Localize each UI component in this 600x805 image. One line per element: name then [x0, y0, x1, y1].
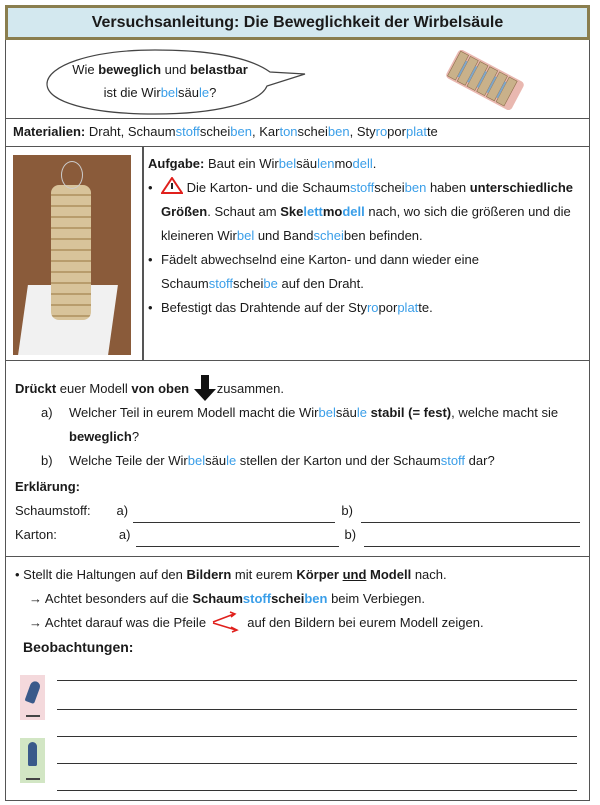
- text-segment: unterschiedliche Größen: [161, 180, 574, 219]
- text-segment: und: [161, 62, 190, 77]
- posture-instruction: [15, 563, 580, 587]
- text-segment: ben: [304, 591, 328, 606]
- spine-image: [440, 50, 530, 110]
- text-segment: bel: [236, 228, 255, 243]
- bubble-line-2: [60, 81, 260, 104]
- text-segment: len: [317, 156, 335, 171]
- text-segment: be: [263, 276, 278, 291]
- text-segment: nach.: [411, 567, 447, 582]
- text-segment: por: [378, 300, 398, 315]
- text-segment: ben: [230, 124, 252, 139]
- text-segment: ist die Wir: [103, 85, 161, 100]
- text-segment: stabil (= fest): [370, 405, 452, 420]
- text-segment: schei: [271, 591, 305, 606]
- observation-line[interactable]: [57, 790, 577, 791]
- text-segment: nach, wo sich die größeren und die kleineren Wir: [161, 204, 571, 243]
- text-segment: stoff: [208, 276, 234, 291]
- hint-arrows: [15, 611, 580, 635]
- text-segment: beim Verbiegen.: [327, 591, 426, 606]
- text-segment: Befestigt das Drahtende auf der Sty: [161, 300, 367, 315]
- observation-line[interactable]: [57, 709, 577, 710]
- text-segment: Die Karton- und die Schaum: [183, 180, 350, 195]
- text-segment: Modell: [370, 567, 412, 582]
- text-segment: zusammen.: [216, 381, 284, 396]
- text-segment: te: [426, 124, 438, 139]
- text-segment: ben befinden.: [343, 228, 423, 243]
- text-segment: stoff: [242, 591, 272, 606]
- explanation-heading: Erklärung:: [15, 479, 81, 494]
- task-text: [148, 152, 583, 320]
- text-segment: beweglich: [69, 429, 132, 444]
- text-segment: säu: [335, 405, 357, 420]
- text-segment: von oben: [131, 381, 190, 396]
- text-segment: schei: [199, 124, 231, 139]
- text-segment: → Achtet besonders auf die: [29, 591, 193, 606]
- text-segment: welche macht sie: [454, 405, 559, 420]
- text-segment: beweglich: [98, 62, 162, 77]
- text-segment: schei: [233, 276, 264, 291]
- red-arrows-icon: [210, 611, 244, 633]
- divider: [142, 146, 144, 360]
- bubble-question: [60, 58, 260, 104]
- text-segment: säu: [205, 453, 227, 468]
- text-segment: ben: [327, 124, 350, 139]
- answer-row-schaumstoff: Schaumstoff: a) b): [15, 499, 580, 523]
- text-segment: Fädelt abwechselnd eine Karton- und dann wieder eine Schaum: [161, 252, 479, 291]
- answer-field[interactable]: [133, 509, 335, 523]
- text-segment: Schaum: [192, 591, 243, 606]
- text-segment: und Band: [254, 228, 314, 243]
- observation-section: [5, 556, 590, 801]
- text-segment: dell: [352, 156, 373, 171]
- text-segment: Körper: [296, 567, 339, 582]
- observation-line[interactable]: [57, 680, 577, 681]
- task-bullet-2: [148, 248, 583, 296]
- text-segment: le: [226, 453, 237, 468]
- text-segment: belastbar: [189, 62, 248, 77]
- text-segment: auf den Bildern bei eurem Modell zeigen.: [243, 615, 484, 630]
- text-segment: por: [387, 124, 406, 139]
- text-segment: euer Modell: [56, 381, 132, 396]
- press-section: [5, 360, 590, 556]
- observations-heading: Beobachtungen:: [23, 639, 134, 655]
- task-bullet-1: [148, 176, 583, 248]
- observation-line[interactable]: [57, 736, 577, 737]
- text-segment: ,: [451, 405, 455, 420]
- text-segment: le: [356, 405, 367, 420]
- text-segment: säu: [296, 156, 318, 171]
- observation-line[interactable]: [57, 763, 577, 764]
- text-segment: le: [199, 85, 210, 100]
- text-segment: dar?: [465, 453, 495, 468]
- page-title: Versuchsanleitung: Die Beweglichkeit der Wirbelsäule: [5, 5, 590, 40]
- down-arrow-icon: [193, 375, 217, 401]
- text-segment: Baut ein Wir: [204, 156, 279, 171]
- text-segment: ben: [404, 180, 427, 195]
- text-segment: haben: [426, 180, 470, 195]
- text-segment: ?: [131, 429, 140, 444]
- text-segment: Wie: [72, 62, 99, 77]
- text-segment: bel: [160, 85, 179, 100]
- text-segment: stoff: [175, 124, 200, 139]
- text-segment: Bildern: [186, 567, 232, 582]
- text-segment: lett: [303, 204, 323, 219]
- text-segment: auf den Draht.: [277, 276, 364, 291]
- text-segment: mo: [334, 156, 353, 171]
- text-segment: und: [342, 567, 367, 582]
- model-photo: [13, 155, 131, 355]
- question-a: a) Welcher Teil in eurem Modell macht die Wirbelsäule stabil (= fest), welche macht sie beweglich?: [41, 405, 559, 444]
- bent-posture-image: [20, 675, 45, 720]
- text-segment: dell: [342, 204, 365, 219]
- text-segment: , Sty: [349, 124, 376, 139]
- text-segment: mit eurem: [231, 567, 297, 582]
- text-segment: ro: [375, 124, 388, 139]
- text-segment: Drückt: [15, 381, 57, 396]
- text-segment: säu: [178, 85, 200, 100]
- text-segment: Draht, Schaum: [85, 124, 176, 139]
- text-segment: stellen der Karton und der Schaum: [236, 453, 441, 468]
- text-segment: Welcher Teil in eurem Modell macht die Wir: [69, 405, 319, 420]
- upright-posture-image: [20, 738, 45, 783]
- text-segment: Ske: [280, 204, 304, 219]
- text-segment: stoff: [349, 180, 375, 195]
- hint-foam: [15, 587, 580, 611]
- text-segment: bel: [278, 156, 297, 171]
- answer-row-karton: Karton: a) b): [15, 523, 580, 547]
- text-segment: Materialien:: [13, 124, 86, 139]
- text-segment: • Stellt die Haltungen auf den: [15, 567, 187, 582]
- bubble-line-1: [60, 58, 260, 81]
- text-segment: ro: [366, 300, 379, 315]
- text-segment: schei: [374, 180, 405, 195]
- text-segment: stoff: [440, 453, 466, 468]
- text-segment: schei: [297, 124, 328, 139]
- text-segment: ton: [279, 124, 298, 139]
- task-heading: [148, 152, 583, 176]
- task-bullet-3: [148, 296, 583, 320]
- text-segment: ?: [209, 85, 217, 100]
- text-segment: bel: [318, 405, 336, 420]
- text-segment: → Achtet darauf was die Pfeile: [29, 615, 210, 630]
- press-instruction: [15, 375, 580, 401]
- text-segment: te.: [418, 300, 433, 315]
- text-segment: bel: [187, 453, 206, 468]
- text-segment: schei: [313, 228, 344, 243]
- warning-icon: [161, 177, 183, 194]
- question-b: b) Welche Teile der Wirbelsäule stellen der Karton und der Schaumstoff dar?: [41, 453, 495, 468]
- text-segment: plat: [397, 300, 419, 315]
- text-segment: , Kar: [251, 124, 280, 139]
- materials-row: [5, 118, 590, 146]
- answer-field[interactable]: [364, 533, 580, 547]
- answer-field[interactable]: [361, 509, 580, 523]
- answer-field[interactable]: [136, 533, 339, 547]
- text-segment: Welche Teile der Wir: [69, 453, 188, 468]
- text-segment: mo: [322, 204, 343, 219]
- text-segment: plat: [405, 124, 427, 139]
- text-segment: Aufgabe:: [148, 156, 205, 171]
- text-segment: .: [372, 156, 377, 171]
- text-segment: . Schaut am: [207, 204, 281, 219]
